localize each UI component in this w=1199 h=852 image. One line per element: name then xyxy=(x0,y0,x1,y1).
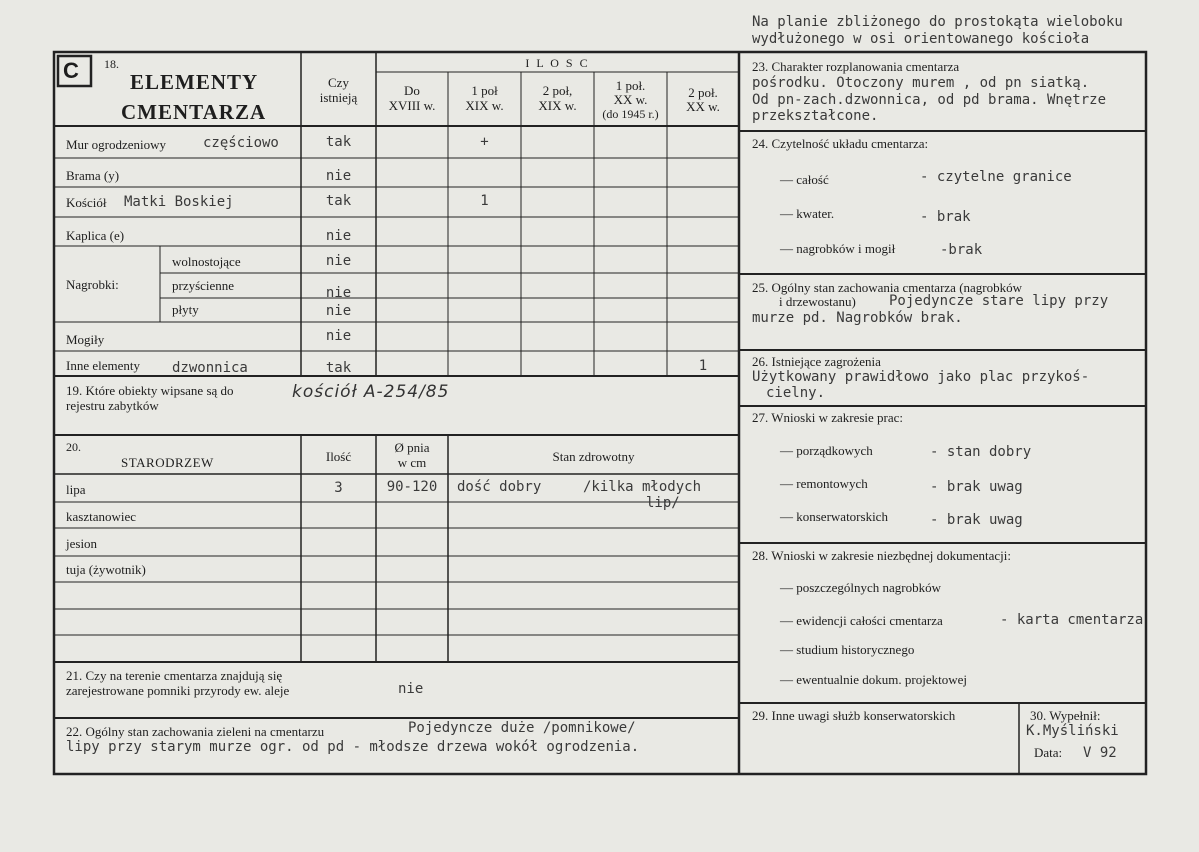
period-1xx-line2: XX w. xyxy=(613,92,648,107)
row-mur-exists: tak xyxy=(325,134,352,150)
section20-number: 20. xyxy=(66,440,81,454)
period-2xix-line2: XIX w. xyxy=(538,98,577,113)
section19-label-line2: rejestru zabytków xyxy=(66,398,159,413)
tree-tuja: tuja (żywotnik) xyxy=(66,562,146,577)
top-note-line2: wydłużonego w osi orientowanego kościoła xyxy=(752,31,1090,47)
section19-label-line1: 19. Które obiekty wipsane są do xyxy=(66,383,234,398)
row-mur-label: Mur ogrodzeniowy xyxy=(66,137,167,152)
section24-item-nagrobkow: — nagrobków i mogił xyxy=(780,241,896,256)
section18-title-line1: ELEMENTY xyxy=(130,70,259,94)
row-mogily-label: Mogiły xyxy=(66,332,105,347)
row-kosciol-exists: tak xyxy=(325,193,352,209)
section23-label: 23. Charakter rozplanowania cmentarza xyxy=(752,59,960,74)
period-1xix-line2: XIX w. xyxy=(465,98,504,113)
section25-answer1: Pojedyncze stare lipy przy xyxy=(889,293,1109,309)
period-2xx-line1: 2 poł. xyxy=(688,85,718,100)
section28-answer: - karta cmentarza xyxy=(1000,612,1144,628)
section24-answer-nagrobkow: -brak xyxy=(940,242,983,258)
section24-label: 24. Czytelność układu cmentarza: xyxy=(752,136,929,151)
section25-line2: i drzewostanu) xyxy=(779,294,856,309)
lipa-health-1: dość dobry xyxy=(457,479,542,495)
section26-answer2: cielny. xyxy=(766,385,826,401)
section28-item-projektowej: — ewentualnie dokum. projektowej xyxy=(780,672,968,687)
row-wolnostojace-exists: nie xyxy=(325,253,352,269)
row-inne-exists: tak xyxy=(325,360,352,376)
row-wolnostojace-label: wolnostojące xyxy=(172,254,241,269)
period-2xx-line2: XX w. xyxy=(686,99,720,114)
lipa-health-2: /kilka młodych xyxy=(583,479,702,495)
section23-answer1: pośrodku. Otoczony murem , od pn siatką. xyxy=(752,75,1090,91)
col-health: Stan zdrowotny xyxy=(552,449,635,464)
section30-name: K.Myśliński xyxy=(1026,723,1119,739)
lipa-qty: 3 xyxy=(334,480,343,496)
row-przyscienne-exists: nie xyxy=(325,285,352,301)
tree-kasztanowiec: kasztanowiec xyxy=(66,509,137,524)
section24-item-kwater: — kwater. xyxy=(780,206,835,221)
section22-answer2: lipy przy starym murze ogr. od pd - młodsze drzewa wokół ogrodzenia. xyxy=(66,739,640,755)
tree-jesion: jesion xyxy=(66,536,98,551)
section27-item-remontowych: — remontowych xyxy=(780,476,868,491)
period-xviii-line2: XVIII w. xyxy=(388,98,436,113)
row-kaplica-label: Kaplica (e) xyxy=(66,228,125,243)
section25-line1: 25. Ogólny stan zachowania cmentarza (nagrobków xyxy=(752,280,1023,295)
section27-answer-remontowych: - brak uwag xyxy=(930,479,1023,495)
section18-title-line2: CMENTARZA xyxy=(121,100,267,124)
section28-item-studium: — studium historycznego xyxy=(780,642,915,657)
section18-number: 18. xyxy=(104,57,119,71)
section25-answer2: murze pd. Nagrobków brak. xyxy=(752,310,963,326)
row-mogily-exists: nie xyxy=(325,328,352,344)
row-brama-label: Brama (y) xyxy=(66,168,120,183)
lipa-diam: 90-120 xyxy=(386,479,438,495)
row-brama-exists: nie xyxy=(325,168,352,184)
col-qty: Ilość xyxy=(325,449,352,464)
section28-item-ewidencji: — ewidencji całości cmentarza xyxy=(780,613,943,628)
form-frame xyxy=(54,52,1146,774)
section29-label: 29. Inne uwagi służb konserwatorskich xyxy=(752,708,956,723)
section20-title: STARODRZEW xyxy=(121,455,214,470)
col-diam-line2: w cm xyxy=(397,455,427,470)
section19-handwritten: kościół A-254/85 xyxy=(292,382,450,402)
section27-answer-porzadkowych: - stan dobry xyxy=(930,444,1032,460)
tree-lipa: lipa xyxy=(66,482,86,497)
section24-answer-kwater: - brak xyxy=(920,209,971,225)
row-kosciol-value: Matki Boskiej xyxy=(124,194,234,210)
col-diam-line1: Ø pnia xyxy=(394,440,430,455)
section30-date-label: Data: xyxy=(1034,745,1063,760)
section21-answer: nie xyxy=(398,681,424,697)
section24-answer-calosc: - czytelne granice xyxy=(920,169,1072,185)
period-xviii-line1: Do xyxy=(404,83,420,98)
row-mur-value: częściowo xyxy=(203,135,279,151)
period-2xix-line1: 2 poł, xyxy=(542,83,573,98)
section27-label: 27. Wnioski w zakresie prac: xyxy=(752,410,904,425)
row-kaplica-exists: nie xyxy=(325,228,352,244)
period-1xx-line3: (do 1945 r.) xyxy=(602,107,659,121)
row-przyscienne-label: przyścienne xyxy=(172,278,235,293)
section21-line1: 21. Czy na terenie cmentarza znajdują się xyxy=(66,668,283,683)
section30-label: 30. Wypełnił: xyxy=(1030,708,1101,723)
lipa-health-3: lip/ xyxy=(646,495,680,511)
row-kosciol-1xix: 1 xyxy=(480,193,489,209)
section28-label: 28. Wnioski w zakresie niezbędnej dokumentacji: xyxy=(752,548,1011,563)
section28-item-nagrobkow: — poszczególnych nagrobków xyxy=(780,580,942,595)
section21-line2: zarejestrowane pomniki przyrody ew. aleje xyxy=(66,683,290,698)
top-note-line1: Na planie zbliżonego do prostokąta wieloboku xyxy=(752,14,1123,30)
ilosc-header: I L O S C xyxy=(525,56,590,70)
period-1xx-line1: 1 poł. xyxy=(615,78,646,93)
row-plyty-label: płyty xyxy=(172,302,199,317)
section30-date: V 92 xyxy=(1083,745,1117,761)
col-exists-line2: istnieją xyxy=(319,90,358,105)
row-kosciol-label: Kościół xyxy=(66,195,107,210)
card-letter: C xyxy=(63,58,79,83)
row-inne-value: dzwonnica xyxy=(172,360,248,376)
section23-answer2: Od pn-zach.dzwonnica, od pd brama. Wnętrze xyxy=(752,92,1107,108)
section24-item-calosc: — całość xyxy=(780,172,829,187)
row-inne-label: Inne elementy xyxy=(66,358,140,373)
period-1xix-line1: 1 poł xyxy=(471,83,498,98)
section26-label: 26. Istniejące zagrożenia xyxy=(752,354,881,369)
section27-item-porzadkowych: — porządkowych xyxy=(780,443,873,458)
row-inne-2xx: 1 xyxy=(698,358,708,374)
section22-answer1: Pojedyncze duże /pomnikowe/ xyxy=(408,720,636,736)
section27-answer-konserwatorskich: - brak uwag xyxy=(930,512,1023,528)
section23-answer3: przekształcone. xyxy=(752,108,879,124)
row-plyty-exists: nie xyxy=(325,303,352,319)
row-mur-1xix: + xyxy=(480,134,489,150)
row-nagrobki-label: Nagrobki: xyxy=(66,277,119,292)
col-exists-line1: Czy xyxy=(328,75,349,90)
section27-item-konserwatorskich: — konserwatorskich xyxy=(780,509,888,524)
section26-answer1: Użytkowany prawidłowo jako plac przykoś- xyxy=(752,369,1090,385)
section22-label: 22. Ogólny stan zachowania zieleni na cmentarzu xyxy=(66,724,325,739)
